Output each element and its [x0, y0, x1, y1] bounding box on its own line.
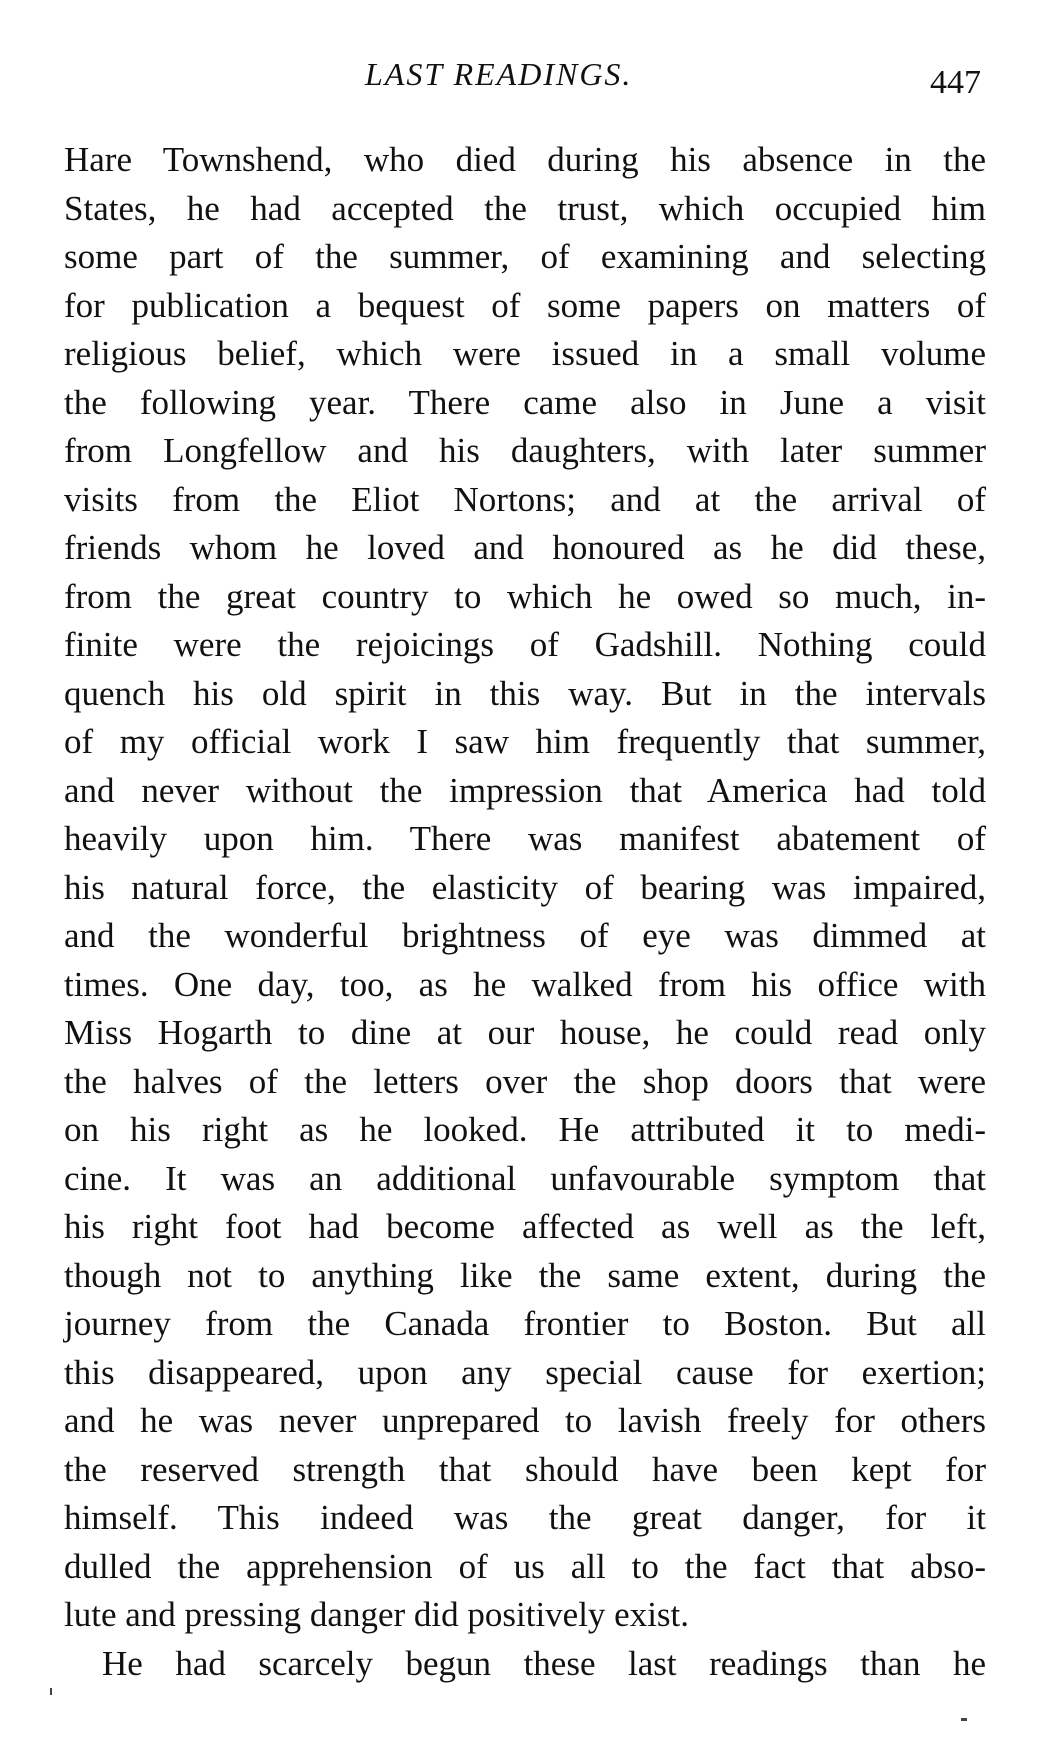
text-line: religious belief, which were issued in a small volume	[64, 334, 986, 373]
text-line: the reserved strength that should have been kept for	[64, 1449, 986, 1489]
text-line: the halves of the letters over the shop doors that were	[64, 1061, 986, 1101]
text-line: on his right as he looked. He attributed it to medi-	[64, 1110, 986, 1149]
text-line: and he was never unprepared to lavish freely for others	[64, 1401, 986, 1440]
text-line: from the great country to which he owed so much, in-	[64, 576, 986, 616]
text-line: cine. It was an additional unfavourable symptom that	[64, 1158, 986, 1198]
text-line: of my official work I saw him frequently that summer,	[64, 722, 986, 761]
text-line: times. One day, too, as he walked from his office with	[64, 964, 986, 1004]
text-line: for publication a bequest of some papers on matters of	[64, 285, 986, 325]
print-speck	[50, 1688, 52, 1695]
running-title: LAST READINGS.	[365, 56, 633, 92]
text-line: himself. This indeed was the great danger, for it	[64, 1498, 986, 1537]
paragraph	[64, 136, 986, 1640]
text-line: the following year. There came also in June a visit	[64, 382, 986, 422]
text-line: some part of the summer, of examining and selecting	[64, 237, 986, 276]
paragraph	[64, 1640, 986, 1689]
text-line: friends whom he loved and honoured as he did these,	[64, 528, 986, 567]
text-line: lute and pressing danger did positively exist.	[64, 1595, 690, 1634]
text-line: from Longfellow and his daughters, with later summer	[64, 431, 986, 470]
text-line: finite were the rejoicings of Gadshill. Nothing could	[64, 625, 986, 664]
page-number: 447	[930, 64, 981, 101]
text-line: dulled the apprehension of us all to the fact that abso-	[64, 1546, 986, 1586]
text-line: Miss Hogarth to dine at our house, he could read only	[64, 1013, 986, 1052]
body-text	[64, 136, 986, 1688]
text-line: journey from the Canada frontier to Boston. But all	[64, 1304, 986, 1343]
text-line: quench his old spirit in this way. But in the intervals	[64, 673, 986, 713]
text-line: States, he had accepted the trust, which occupied him	[64, 188, 986, 228]
running-head	[0, 52, 1049, 102]
text-line: this disappeared, upon any special cause for exertion;	[64, 1352, 986, 1392]
text-line: visits from the Eliot Nortons; and at the arrival of	[64, 479, 986, 519]
text-line: heavily upon him. There was manifest abatement of	[64, 819, 986, 858]
print-speck	[961, 1718, 967, 1721]
text-line: his natural force, the elasticity of bearing was impaired,	[64, 867, 986, 907]
text-line: his right foot had become affected as well as the left,	[64, 1207, 986, 1246]
text-line: and never without the impression that America had told	[64, 770, 986, 810]
text-line: Hare Townshend, who died during his absence in the	[64, 140, 986, 179]
text-line: He had scarcely begun these last readings than he	[102, 1643, 986, 1683]
text-line: though not to anything like the same extent, during the	[64, 1255, 986, 1295]
text-line: and the wonderful brightness of eye was dimmed at	[64, 916, 986, 955]
